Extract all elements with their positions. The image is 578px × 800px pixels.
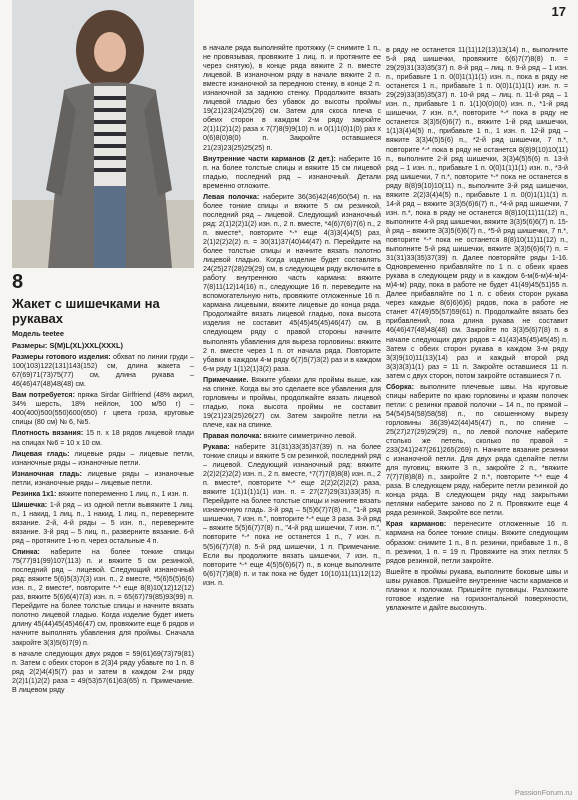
column-1: [12, 0, 194, 697]
paragraph-heading: Вам потребуется:: [12, 391, 75, 400]
paragraph-text: наберите 36(36)42(46)50(54) п. на более тонкие спицы и вяжите 5 см резинкой, последний ряд – лицевой. Следующий изнаночный ряд: 2(1)2(2)1(2) изн. п., 2 п. вместе, *4(6)7(6)7(6) п., 2 п. вместе*, повторите *-* еще 4(3)3(4)4(5) раз, 2(1)2(2)2(2) п. = 30(31)37(40)44(47) п. Перейдите на более толстые спицы и начните вязать полотно лицевой гладью. Когда изделие будет составлять 24(25)27(28)29(29) см, в следующем ряду включите в работу внутреннюю часть кармана: вяжите 7(8)11(12)14(16) п., следующие 16 п. переведите на вспомогательную нить, провяжите отложенные 16 п. кармана лицевыми, вяжите лицевые до конца ряда. Продолжайте вязать лицевой гладью, пока высота изделия не составит 45(45)45(45)46(47) см. В следующем ряду с правой стороны начните выполнять убавления для выреза горловины: вяжите 2 п. вместе через 1 п. от начала ряда. Повторите убавки в каждом 4-м ряду 6(7)5(7)3(2) раз и в каждом 6-м ряду 1(1)2(1)3(2) раза.: [203, 192, 382, 373]
paragraph: [203, 443, 381, 588]
paragraph: [203, 44, 381, 153]
paragraph: [386, 383, 568, 519]
paragraph-heading: Шишечка:: [12, 500, 48, 509]
paragraph-text: 15 п. х 18 рядов лицевой глади на спицах №6 = 10 х 10 см.: [12, 429, 194, 447]
paragraph: [386, 568, 568, 613]
paragraph-text: наберите 16 п. на более толстые спицы и вяжите 15 см лицевой гладью, последний ряд – изнаночный. Детали временно отложите.: [203, 154, 381, 190]
paragraph-text: в начале ряда выполняйте протяжку (= снимите 1 п., не провязывая, провяжите 1 лиц. п. и протяните ее через снятую), в конце ряда вяжите 2 п. вместе лицевой. В изнаночном ряду в начале вяжите 2 п. вместе изнаночной за переднюю стенку, в конце 2 п. изнаночной за заднюю стенку. Продолжите вязать лицевой гладью без убавок до высоты проймы 19(21)23(24)25(26) см. Затем для скоса плеча с обеих сторон в каждом 2-м ряду закройте 2(1)1(2)1(2) раза х 7(7)8(9)9(10) п. и 0(1)1(0)1(0) раз х 0(6)8(0)8(0) п. Закройте оставшиеся 21(23)23(25)25(25) п.: [203, 44, 381, 152]
paragraph: [12, 501, 194, 546]
pattern-number: 8: [12, 271, 24, 293]
paragraph-text: наберите 31(31)33(35)37(39) п. на более тонкие спицы и вяжите 5 см резинкой, последний ряд – лицевой. Следующий изнаночный ряд: вяжите 2(2)2(2)2(2) изн. п., 2 п. вместе, *7(7)7(8)8(8) изн. п., 2 п. вместе*, повторите *-* еще 2(2)2(2)2(2) раза, вяжите 1(1)1(1)1(1) изн. п. = 27(27)29(31)33(35) п. Перейдите на более толстые спицы и начните вязать изнаночную гладь. 3-й ряд – 5(5)6(7)7(8) п., "1-й ряд шишечки, 7 изн. п.", повторите *-* еще 3 раза. 3-й ряд – вяжите 5(5)6(7)7(8) п., "4-й ряд шишечки, 7 изн. п.", повторите *-* пока не останется 1 п., 7 изн. п. 5(5)6(7)7(8) п. 5-й ряд шишечки, 1 п. Примечание. Если вы продолжите вязать шишечки, 7 изн. п., повторите *-* еще 4(5)5(6)6(7) п., в конце выполните 6(6)7(7)8(8) п. и так пока не будет 10(10)11(11)12(12) изн. п.: [203, 443, 381, 587]
page-number: 17: [551, 4, 566, 19]
column-2-text: [203, 44, 381, 588]
paragraph: [203, 432, 381, 441]
paragraph-text: вяжите симметрично левой.: [261, 431, 357, 440]
paragraph: [203, 376, 381, 430]
paragraph-text: пряжа Sirdar Girlfriend (48% акрил, 34% шерсть, 18% нейлон, 100 м/50 г) – 400(400)500(550)600(650) г цвета гроза, круговые спицы (80 см) № 6, №5.: [12, 391, 194, 427]
sizes-line: Размеры: S(M)L(XL)XXL(XXXL): [12, 341, 123, 351]
paragraph: [203, 155, 381, 191]
paragraph-heading: Внутренние части карманов (2 дет.):: [203, 154, 336, 163]
paragraph-heading: Изнаночная гладь:: [12, 469, 82, 478]
paragraph: [12, 391, 194, 427]
paragraph: [12, 429, 194, 447]
column-3-text: [386, 46, 568, 613]
paragraph: [203, 193, 381, 374]
paragraph: [12, 548, 194, 648]
column-3: [386, 46, 568, 615]
paragraph-heading: Рукава:: [203, 443, 230, 452]
paragraph-text: Вяжите убавки для проймы выше, как на спинке. Когда вы это сделаете все убавления для горловины и проймы, продолжайте вязать лицевой гладью, пока высота проймы не составит 19(21)23(25)26(27) см. Затем закройте петли на плече, как на спинке.: [203, 375, 381, 429]
paragraph-text: в ряду не останется 11(11)12(13)13(14) п., выполните 5-й ряд шишечки, провяжите 6(6)7(7)8(8) п. = 29(29)31(33)35(37) п. 8-й ряд – лиц. п. 9-й ряд – 1 изн. п., прибавьте 1 п. 0(0)1(1)1(1) изн. п., пока в ряду не останется 1 п., прибавьте 1 п. 0(0)1(1)1(1) изн. п. = 29(29)33(35)35(37) п. 10-й ряд – лиц. п. 11-й ряд – 1 изн. п., прибавьте 1 п. 1(1)0(0)0(0) изн. п., *1-й ряд шишечки, 7 изн. п.*, повторите *-* пока в ряду не останется 3(3)5(6)6(7) п., вяжите 1-й ряд шишечки, 1(1)3(4)4(5) п., прибавьте 1 п., 1 изн. п. 12-й ряд – вяжите 3(3)4(5)5(6) п., *2-й ряд шишечки, 7 п.*, повторите *-* пока в ряду не останется 8(8)9(10)10(11) п., выполните 2-й ряд шишечки, 3(3)4(5)5(6) п. 13-й ряд – 1 изн. п., прибавьте 1 п. 0(0)1(1)1(1) изн. п., *3-й ряд шишечки, 7 п.*, повторите *-* пока не останется в ряду 8(8)9(10)10(11) п., выполните 3-й ряд шишечки, вяжите 2(2)3(4)4(5) п., прибавьте 1 п. 0(0)1(1)1(1) п. 14-й ряд – вяжите 3(3)5(6)6(7) п., *4-й ряд шишечки, 7 изн. п.*, пока в ряду не останется 8(8)10(11)11(12) п., выполните 4-й ряд шишечки, вяжите 3(3)5(6)6(7) п. 15-й ряд – вяжите 3(3)5(6)6(7) п., *5-й ряд шишечки, 7 п.*, повторите *-* пока не останется 8(8)10(11)11(12) п., выполните 5-й ряд шишечки, вяжите 3(3)5(6)6(7) п. = 31(31)33(35)37(39) п. Далее повторяйте ряды 1-16. Одновременно прибавляйте по 1 п. с обеих краев рукава в следующем ряду и в каждом 6-м(6-м)4-м)4-м)4-м) ряду, пока в работе не будет 41(49)45(51)55 п. Далее прибавляйте по 1 п. с обеих сторон рукава через каждые 8(6)6)6)6) рядов, пока в работе не станет 47(49)55(57)59(61) п. Продолжайте вязать без прибавлений, пока длина рукава не составит 46(46)47(48)48(48) см. Закройте по 3(3)5(6)7(8) п. в начале следующих двух рядов = 41(43)45(45)45(45) п. Затем с обеих сторон рукава в каждом 3-м ряду 3(3)9(10)11(13)(14) раз и каждый второй ряд 3(3)3(3)1(1) раз = 11 п. Закройте оставшиеся 11 п. затем с двух сторон, потом закройте оставшиеся 7 п.: [386, 46, 568, 380]
paragraph-heading: Резинка 1х1:: [12, 489, 57, 498]
model-credit: Модель teetee: [12, 329, 65, 338]
paragraph-heading: Сборка:: [386, 382, 414, 391]
paragraph-heading: Размеры готового изделия:: [12, 353, 111, 362]
paragraph-text: в начале следующих двух рядов = 59(61)69(73)79(81) п. Затем с обеих сторон в 2(3)4 ряду убавьте по 1 п. 8 ряд 2(2)4(4)5(7) раз и затем в каждом 2-м ряду 2(2)1(1)2(2) раза = 49(53)57(61)63(65) п. Примечание. В лицевом ряду: [12, 649, 194, 694]
column-1-text: [12, 353, 194, 695]
paragraph-heading: Правая полочка:: [203, 431, 262, 440]
paragraph-text: вяжите попеременно 1 лиц. п., 1 изн. п.: [56, 489, 189, 498]
paragraph: [12, 490, 194, 499]
paragraph-heading: Примечание.: [203, 375, 249, 384]
paragraph: [12, 353, 194, 389]
paragraph: [386, 520, 568, 565]
paragraph-heading: Края карманов:: [386, 520, 447, 529]
woman-in-cardigan-illustration: [12, 0, 194, 268]
paragraph-heading: Плотность вязания:: [12, 429, 84, 438]
column-2: [203, 44, 381, 590]
model-photo: [12, 0, 194, 268]
paragraph-text: лицевые ряды – изнаночные петли, изнаночные ряды – лицевые петли.: [12, 469, 194, 487]
watermark: PassionForum.ru: [514, 788, 572, 797]
paragraph-text: перенесите отложенные 16 п. кармана на более тонкие спицы. Вяжите следующим образом: снимите 1 п., 8 п. резинки, прибавьте 1 п., 8 п. резинки, 1 п. = 19 п. Провяжите на этих петлях 5 рядов резинкой, петли закройте.: [386, 520, 568, 565]
paragraph-text: выполните плечевые швы. На круговые спицы наберите по краю горловины и краям полочек петли: с резинки правой полочки – 14 п., по прямой – 54(54)54(58)58(58) п., по скошенному вырезу горловины 36(39)42(44)45(47) п., по спинке – 25(27)27(29)29(29) п., по левой полочке наберите столько же петель, сколько по правой = 233(241)247(261)265(269) п. Начните вязание резинки с изнаночной петли. Для двух ряда сделайте петли для пуговиц: вяжите 3 п., закройте 2 п., *вяжите 7(7)7(8)8(8) п., закройте 2 п.*, повторите *-* еще 4 раза. В следующем ряду, наберите петли резинкой до конца ряда. В следующем ряду над закрытыми петлями наберите заново по 2 п. Провяжите еще 4 ряда резинкой. Закройте все петли.: [386, 382, 568, 518]
paragraph: [386, 46, 568, 381]
paragraph-heading: Лицевая гладь:: [12, 449, 70, 458]
paragraph-text: 1-й ряд – из одной петли вывяжите 1 лиц. п., 1 накид, 1 лиц. п., 1 накид, 1 лиц. п., переверните вязание. 2-й, 4-й ряды – 5 изн. п., переверните вязание. 3-й ряд – 5 лиц. п., разверните вязание. 6-й ряд – протяните 1-ю п. через остальные 4 п.: [12, 500, 194, 545]
paragraph-text: обхват по линии груди – 100(103)122(131)143(152) см, длина жакета – 67(69)71(73)75(77) см, длина рукава – 46(46)47(48)48(48) см.: [12, 353, 194, 389]
paragraph-text: лицевые ряды – лицевые петли, изнаночные ряды – изнаночные петли.: [12, 449, 194, 467]
paragraph-heading: Левая полочка:: [203, 192, 260, 201]
paragraph-text: Вшейте в проймы рукава, выполните боковые швы и швы рукавов. Пришейте внутренние части карманов и планки к полочкам. Пришейте пуговицы. Разложите готовое изделие на горизонтальной поверхности, увлажните и дайте высохнуть.: [386, 567, 568, 612]
pattern-title: Жакет с шишечками на рукавах: [12, 296, 160, 326]
paragraph-text: наберите на более тонкие спицы 75(77)91(99)107(113) п. и вяжите 5 см резинкой, последний ряд – лицевой. Следующий изнаночный ряд: вяжите 5(6)5(3)7(3) изн. п., 2 вместе, *5(6)5(5)6(6) изн. п., 2 вместе*, повторите *-* еще 8(8)10(12)12(12) раз, вяжите 5(6)6(4)7(3) изн. п. = 65(67)79(85)93(99) п. Перейдите на более толстые спицы и начните вязать полотно лицевой гладью. Когда изделие будет иметь длину 45(44)45(45)46(47) см, провяжите еще 6 рядов и начните выполнять убавления для проймы. Сначала закройте 3(3)5(6)7(9) п.: [12, 548, 194, 647]
paragraph: [12, 650, 194, 695]
paragraph: [12, 450, 194, 468]
paragraph: [12, 470, 194, 488]
paragraph-heading: Спинка:: [12, 548, 40, 557]
